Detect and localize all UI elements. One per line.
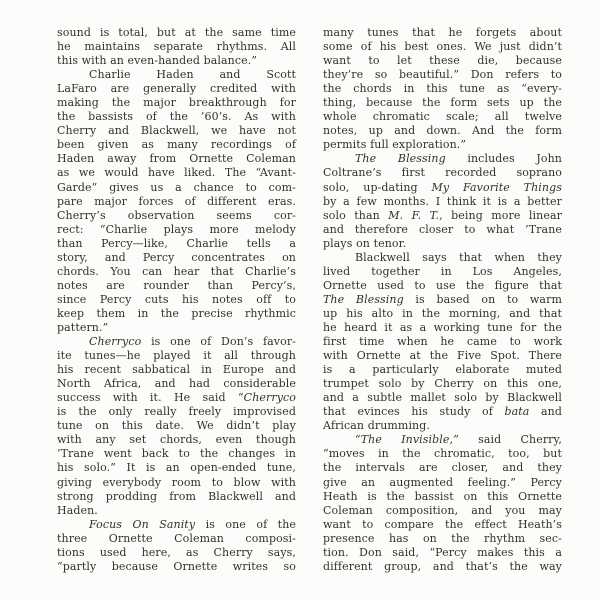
text-line [57, 560, 296, 574]
text-segment: this with an even-handed balance.” [57, 54, 258, 68]
text-segment: than Percy—like, Charlie tells a [57, 236, 296, 250]
text-segment: with Ornette at the Five Spot. There [323, 349, 562, 363]
text-segment: story, and Percy concentrates on [57, 250, 296, 264]
text-segment: want to let these die, because [323, 54, 562, 68]
text-segment: solo, up-dating [323, 180, 432, 194]
text-line [57, 82, 296, 96]
text-segment: lived together in Los Angeles, [323, 264, 562, 278]
text-segment: with any set chords, even though [57, 433, 296, 447]
text-segment: Ornette used to use the figure that [323, 278, 562, 292]
text-line [323, 96, 562, 110]
italic-text-segment: The Blessing [323, 292, 404, 306]
text-segment: trumpet solo by Cherry on this one, [323, 377, 562, 391]
text-segment: LaFaro are generally credited with [57, 82, 296, 96]
text-line [323, 476, 562, 490]
text-segment: pare major forces of different eras. [57, 194, 296, 208]
text-line [57, 209, 296, 223]
text-segment: tune on this date. We didn’t play [57, 419, 296, 433]
text-line [57, 181, 296, 195]
text-line [323, 433, 562, 447]
text-segment: Blackwell says that when they [355, 250, 562, 264]
text-segment: making the major breakthrough for [57, 96, 296, 110]
text-segment: pattern.” [57, 320, 109, 334]
text-segment: ite tunes—he played it all through [57, 349, 296, 363]
text-segment: his solo.” It is an open-ended tune, [57, 461, 296, 475]
text-segment: the bassists of the ’60’s. As with [57, 110, 296, 124]
text-line [323, 293, 562, 307]
text-line [323, 363, 562, 377]
text-line [57, 335, 296, 349]
text-line [323, 124, 562, 138]
text-line [323, 447, 562, 461]
text-segment: Heath is the bassist on this Ornette [323, 489, 562, 503]
text-line [323, 279, 562, 293]
text-segment: African drumming. [323, 419, 430, 433]
text-segment: strong prodding from Blackwell and [57, 489, 296, 503]
text-line [57, 405, 296, 419]
text-line [57, 138, 296, 152]
text-segment: tion. Don said, “Percy makes this a [323, 545, 562, 559]
text-line [323, 377, 562, 391]
text-segment: different group, and that’s the way [323, 559, 562, 573]
text-line [57, 110, 296, 124]
text-line [57, 363, 296, 377]
text-line [57, 195, 296, 209]
text-line [57, 40, 296, 54]
text-line [57, 265, 296, 279]
text-line [57, 377, 296, 391]
text-line [57, 546, 296, 560]
text-line [323, 307, 562, 321]
text-line [323, 518, 562, 532]
text-line [57, 476, 296, 490]
text-segment: they’re so beautiful.” Don refers to [323, 68, 562, 82]
text-line [57, 26, 296, 40]
italic-text-segment: My Favorite Things [431, 180, 562, 194]
text-line [57, 223, 296, 237]
italic-text-segment: Cherryco [89, 335, 142, 349]
text-segment: plays on tenor. [323, 236, 407, 250]
text-segment: is based on to warm [403, 292, 562, 306]
text-line [323, 209, 562, 223]
text-line [323, 195, 562, 209]
text-line [323, 335, 562, 349]
text-line [323, 560, 562, 574]
text-segment: North Africa, and had considerable [57, 377, 296, 391]
text-line [57, 307, 296, 321]
text-line [57, 504, 296, 518]
text-segment: chords. You can hear that Charlie’s [57, 264, 296, 278]
text-line [323, 110, 562, 124]
text-line [323, 532, 562, 546]
text-segment: presence has on the rhythm sec- [323, 531, 562, 545]
text-segment: ’Trane went back to the changes in [57, 447, 296, 461]
text-line [57, 124, 296, 138]
text-line [323, 461, 562, 475]
text-line [57, 391, 296, 405]
text-segment: sound is total, but at the same time [57, 26, 296, 39]
text-segment: “partly because Ornette writes so [57, 559, 296, 573]
text-line [323, 321, 562, 335]
text-segment: Coleman composition, and you may [323, 503, 562, 517]
text-line [57, 251, 296, 265]
text-segment: Haden. [57, 503, 98, 517]
text-line [57, 349, 296, 363]
text-line [57, 518, 296, 532]
text-line [323, 166, 562, 180]
text-segment: Haden away from Ornette Coleman [57, 152, 296, 166]
text-line [323, 490, 562, 504]
text-line [57, 419, 296, 433]
text-line [323, 152, 562, 166]
text-segment: notes, up and down. And the form [323, 124, 562, 138]
text-line [57, 279, 296, 293]
italic-text-segment: Focus On Sanity [89, 517, 196, 531]
text-segment: give an augmented feeling.” Percy [323, 475, 562, 489]
italic-text-segment: Cherryco [243, 391, 296, 405]
text-line [57, 68, 296, 82]
text-segment: Coltrane’s first recorded soprano [323, 166, 562, 180]
text-line [323, 349, 562, 363]
text-line [57, 461, 296, 475]
text-segment: some of his best ones. We just didn’t [323, 40, 562, 54]
text-segment: been given as many recordings of [57, 138, 296, 152]
text-segment: by a few months. I think it is a better [323, 194, 562, 208]
text-segment: “moves in the chromatic, too, but [323, 447, 562, 461]
text-segment: keep them in the precise rhythmic [57, 306, 296, 320]
text-segment: the chords in this tune as “every- [323, 82, 562, 96]
text-segment: many tunes that he forgets about [323, 26, 562, 39]
text-segment: rect: “Charlie plays more melody [57, 222, 296, 236]
text-segment: Garde” gives us a chance to com- [57, 180, 296, 194]
text-line [323, 251, 562, 265]
italic-text-segment: bata [504, 405, 530, 419]
text-segment: Charlie Haden and Scott [89, 68, 296, 82]
text-segment: want to compare the effect Heath’s [323, 517, 562, 531]
text-segment: is one of the [195, 517, 296, 531]
text-line [57, 166, 296, 180]
right-column [323, 26, 562, 574]
text-segment: Cherry’s observation seems cor- [57, 208, 296, 222]
text-segment: he maintains separate rhythms. All [57, 40, 296, 54]
text-line [57, 152, 296, 166]
text-segment: thing, because the form sets up the [323, 96, 562, 110]
text-segment: that evinces his study of [323, 405, 505, 419]
text-line [57, 237, 296, 251]
text-line [323, 26, 562, 40]
text-line [323, 54, 562, 68]
text-segment: three Ornette Coleman composi- [57, 531, 296, 545]
text-line [323, 265, 562, 279]
text-line [323, 40, 562, 54]
text-segment: , being more linear [439, 208, 562, 222]
text-line [57, 433, 296, 447]
text-segment: Cherry and Blackwell, we have not [57, 124, 296, 138]
text-line [57, 293, 296, 307]
text-line [323, 138, 562, 152]
text-segment: success with it. He said “ [57, 391, 244, 405]
text-line [57, 321, 296, 335]
text-line [323, 391, 562, 405]
text-segment: includes John [445, 152, 562, 166]
text-segment: as we would have liked. The “Avant- [57, 166, 296, 180]
text-segment: the intervals are closer, and they [323, 461, 562, 475]
text-line [323, 68, 562, 82]
text-segment: and therefore closer to what ’Trane [323, 222, 562, 236]
text-line [323, 223, 562, 237]
italic-text-segment: The Blessing [355, 152, 446, 166]
text-line [323, 237, 562, 251]
text-segment: and a subtle mallet solo by Blackwell [323, 391, 562, 405]
left-column [57, 26, 296, 574]
text-line [57, 532, 296, 546]
text-segment: giving everybody room to blow with [57, 475, 296, 489]
text-segment: permits full exploration.” [323, 138, 467, 152]
text-line [323, 181, 562, 195]
text-line [57, 447, 296, 461]
text-line [323, 419, 562, 433]
text-line [323, 405, 562, 419]
text-segment: is a particularly elaborate muted [323, 363, 562, 377]
text-segment: first time when he came to work [323, 335, 562, 349]
text-segment: solo than [323, 208, 389, 222]
text-line [57, 96, 296, 110]
italic-text-segment: “The Invisible,” [355, 433, 459, 447]
text-line [323, 546, 562, 560]
text-segment: is one of Don’s favor- [141, 335, 296, 349]
text-segment: he heard it as a working tune for the [323, 320, 562, 334]
text-line [323, 504, 562, 518]
text-segment: notes are rounder than Percy’s, [57, 278, 296, 292]
text-segment: is the only really freely improvised [57, 405, 296, 419]
text-line [57, 490, 296, 504]
text-line [57, 54, 296, 68]
text-segment: whole chromatic scale; all twelve [323, 110, 562, 124]
text-segment: said Cherry, [458, 433, 562, 447]
text-segment: since Percy cuts his notes off to [57, 292, 296, 306]
text-segment: and [529, 405, 562, 419]
text-segment: his recent sabbatical in Europe and [57, 363, 296, 377]
italic-text-segment: M. F. T. [388, 208, 440, 222]
text-line [323, 82, 562, 96]
text-segment: tions used here, as Cherry says, [57, 545, 296, 559]
text-segment: up his alto in the morning, and that [323, 306, 562, 320]
